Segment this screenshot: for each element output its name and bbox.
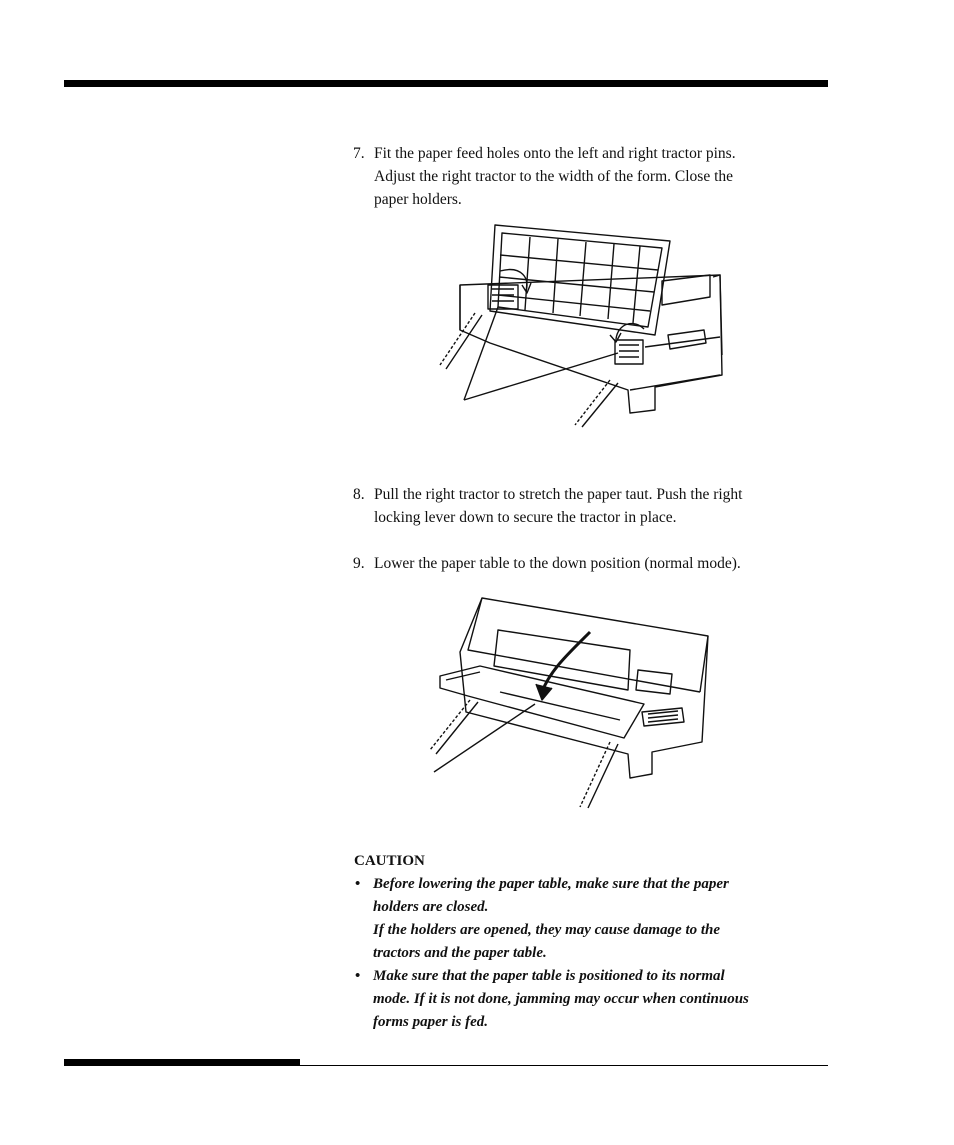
- step-7: [353, 142, 823, 211]
- footer-rule-thick: [64, 1059, 300, 1066]
- printer-tractor-illustration: [430, 215, 730, 430]
- step-text-line: Fit the paper feed holes onto the left and right tractor pins.: [374, 145, 736, 162]
- step-number: 9.: [353, 555, 365, 572]
- caution-line: forms paper is fed.: [373, 1014, 488, 1030]
- step-text-line: locking lever down to secure the tractor in place.: [374, 509, 677, 526]
- step-9: [353, 552, 823, 575]
- bullet-marker: •: [355, 968, 361, 984]
- bullet-marker: •: [355, 876, 361, 892]
- header-rule: [64, 80, 828, 87]
- caution-block: [354, 850, 824, 1034]
- footer-rule-thin: [300, 1065, 828, 1066]
- caution-line: tractors and the paper table.: [373, 945, 547, 961]
- step-8: [353, 483, 823, 529]
- step-number: 7.: [353, 145, 365, 162]
- step-text-line: Adjust the right tractor to the width of the form. Close the: [374, 168, 734, 185]
- caution-bullet: [354, 873, 824, 965]
- step-number: 8.: [353, 486, 365, 503]
- caution-line: mode. If it is not done, jamming may occur when continuous: [373, 991, 749, 1007]
- caution-title: CAUTION: [354, 853, 425, 869]
- caution-line: If the holders are opened, they may cause damage to the: [373, 922, 721, 938]
- caution-line: Before lowering the paper table, make sure that the paper: [373, 876, 729, 892]
- caution-line: holders are closed.: [373, 899, 489, 915]
- step-text-line: paper holders.: [374, 191, 462, 208]
- step-text-line: Pull the right tractor to stretch the paper taut. Push the right: [374, 486, 743, 503]
- printer-paper-table-illustration: [420, 592, 720, 812]
- caution-line: Make sure that the paper table is positioned to its normal: [373, 968, 725, 984]
- step-text-line: Lower the paper table to the down position (normal mode).: [374, 555, 741, 572]
- caution-bullet: [354, 965, 824, 1034]
